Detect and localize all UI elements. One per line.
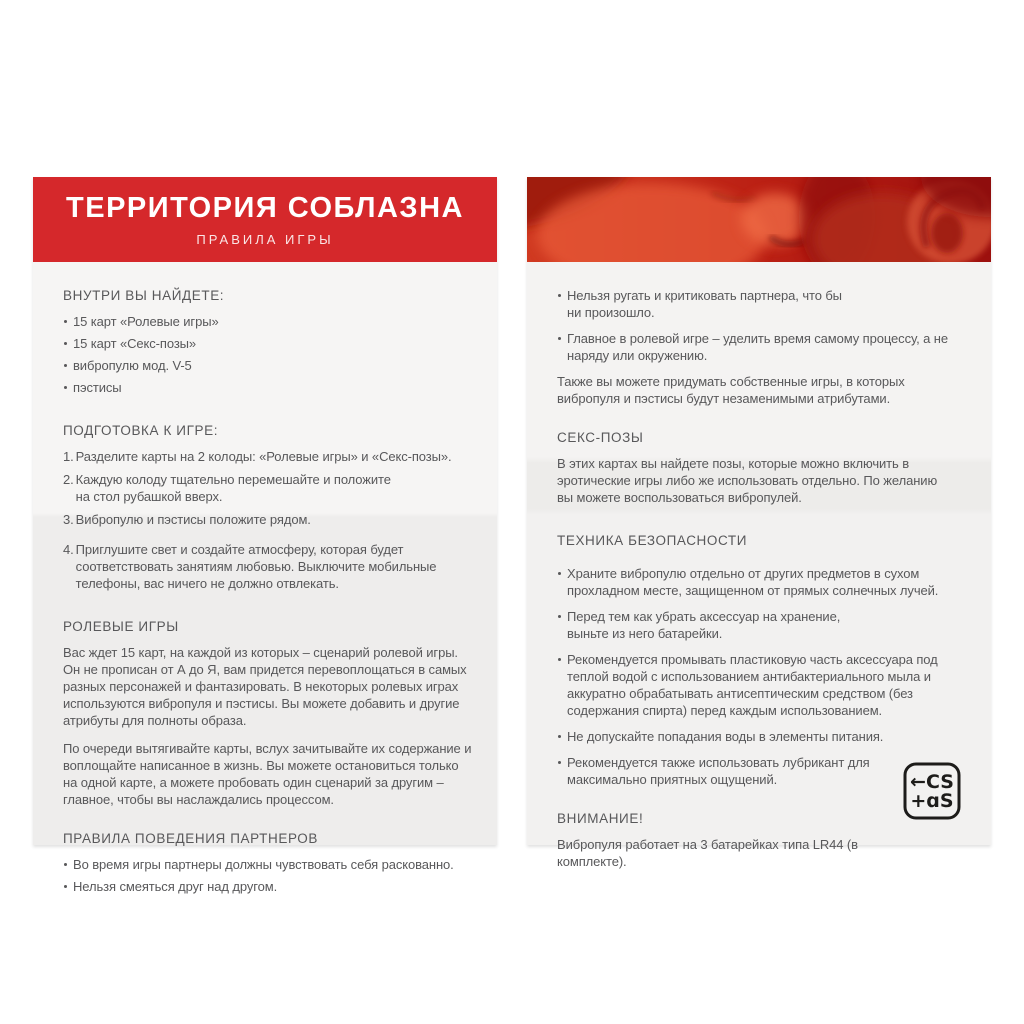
left-page-content [33, 262, 497, 895]
svg-text:+ɑS: +ɑS [910, 790, 954, 812]
bullet-dot-icon [558, 294, 561, 297]
bullet-dot-icon [558, 615, 561, 618]
list-item: вибропулю мод. V-5 [63, 357, 473, 374]
section-heading-sex-poses: СЕКС-ПОЗЫ [557, 430, 644, 445]
step-number: 2. [63, 472, 74, 487]
paragraph: Также вы можете придумать собственные игры, в которых вибропуля и пэстисы будут незаменимыми атрибутами. [557, 374, 905, 406]
list-item: Не допускайте попадания воды в элементы питания. [557, 728, 967, 745]
list-item: Перед тем как убрать аксессуар на хранение, выньте из него батарейки. [557, 608, 967, 642]
step-number: 4. [63, 542, 74, 557]
section-heading-preparation: ПОДГОТОВКА К ИГРЕ: [63, 423, 219, 438]
section-heading-role-games: РОЛЕВЫЕ ИГРЫ [63, 619, 179, 634]
list-item: Главное в ролевой игре – уделить время самому процессу, а не наряду или окружению. [557, 330, 967, 364]
paragraph: Вас ждет 15 карт, на каждой из которых – сценарий ролевой игры. Он не прописан от А до Я, вам придется перевоплощаться в самых разных персонажей и фантазировать. В некоторых ролевых играх используются вибропуля и пэстисы. Вы можете добавить и другие атрибуты для полноты образа. [63, 645, 467, 728]
numbered-step: 3. Вибропулю и пэстисы положите рядом. [63, 512, 311, 527]
step-number: 3. [63, 512, 74, 527]
bullet-dot-icon [558, 735, 561, 738]
list-item: Нельзя смеяться друг над другом. [63, 878, 473, 895]
bullet-dot-icon [64, 364, 67, 367]
numbered-step: 2. Каждую колоду тщательно перемешайте и положите на стол рубашкой вверх. [63, 472, 391, 504]
list-item: пэстисы [63, 379, 473, 396]
couple-photo [527, 177, 991, 262]
rules-subtitle: ПРАВИЛА ИГРЫ [196, 232, 334, 247]
bullet-dot-icon [64, 342, 67, 345]
leaflet-page-left [33, 177, 497, 894]
product-title: ТЕРРИТОРИЯ СОБЛАЗНА [66, 192, 464, 224]
list-item: Нельзя ругать и критиковать партнера, что бы ни произошло. [557, 287, 967, 321]
svg-text:←CS: ←CS [910, 771, 954, 793]
section-heading-safety: ТЕХНИКА БЕЗОПАСНОСТИ [557, 533, 748, 548]
bullet-dot-icon [558, 572, 561, 575]
section-heading-inside: ВНУТРИ ВЫ НАЙДЕТЕ: [63, 288, 225, 303]
numbered-step: 1. Разделите карты на 2 колоды: «Ролевые игры» и «Секс-позы». [63, 449, 452, 464]
leaflet-page-right [527, 177, 991, 869]
bullet-dot-icon [64, 863, 67, 866]
title-banner [33, 177, 497, 262]
bullet-dot-icon [64, 885, 67, 888]
list-item: Рекомендуется также использовать лубрикант для максимально приятных ощущений. [557, 754, 967, 788]
step-number: 1. [63, 449, 74, 464]
list-item: Храните вибропулю отдельно от других предметов в сухом прохладном месте, защищенном от прямых солнечных лучей. [557, 565, 967, 599]
list-item: 15 карт «Ролевые игры» [63, 313, 473, 330]
section-heading-partner-rules: ПРАВИЛА ПОВЕДЕНИЯ ПАРТНЕРОВ [63, 831, 318, 846]
section-heading-attention: ВНИМАНИЕ! [557, 811, 644, 826]
bullet-dot-icon [558, 337, 561, 340]
bullet-dot-icon [64, 320, 67, 323]
paragraph: Вибропуля работает на 3 батарейках типа LR44 (в комплекте). [557, 837, 858, 869]
list-item: Рекомендуется промывать пластиковую часть аксессуара под теплой водой с использованием антибактериального мыла и аккуратно обрабатывать антисептическим средством (без содержания спирта) перед каждым использованием. [557, 651, 967, 719]
paragraph: В этих картах вы найдете позы, которые можно включить в эротические игры либо же использовать отдельно. По желанию вы можете воспользоваться вибропулей. [557, 456, 938, 505]
ecstas-logo-icon [903, 762, 961, 820]
list-item: 15 карт «Секс-позы» [63, 335, 473, 352]
bullet-dot-icon [64, 386, 67, 389]
numbered-step: 4. Приглушите свет и создайте атмосферу, которая будет соответствовать занятиям любовью. Выключите мобильные телефоны, вас ничего не должно отвлекать. [63, 542, 437, 591]
list-item: Во время игры партнеры должны чувствовать себя раскованно. [63, 856, 473, 873]
paragraph: По очереди вытягивайте карты, вслух зачитывайте их содержание и воплощайте написанное в жизнь. Вы можете остановиться только на одной карте, а можете пробовать один сценарий за другим – главное, чтобы вы наслаждались процессом. [63, 741, 472, 807]
bullet-dot-icon [558, 761, 561, 764]
bullet-dot-icon [558, 658, 561, 661]
